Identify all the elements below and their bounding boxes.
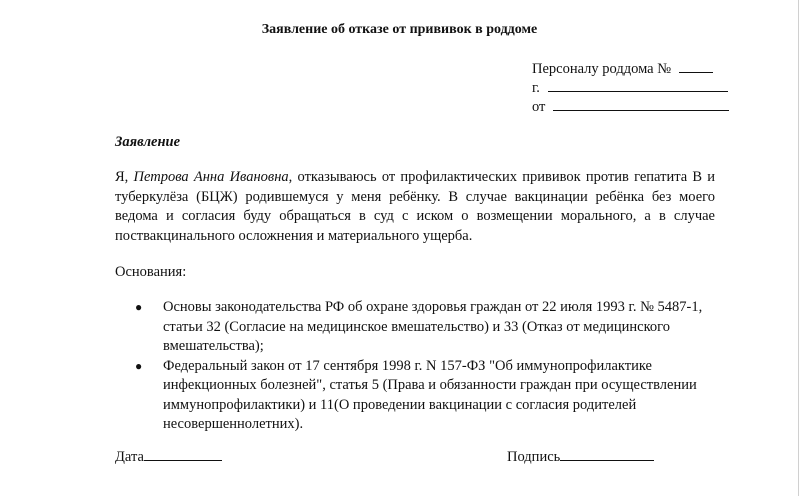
recipient-maternity-label: Персоналу роддома № (532, 61, 672, 77)
recipient-city-label: г. (532, 80, 540, 96)
basis-item-text: Федеральный закон от 17 сентября 1998 г. N 157-ФЗ "Об иммунопрофилактике инфекционных болезней", статья 5 (Права и обязанности граждан при осуществлении иммунопрофилактики) и 11(О проведении вакцинации с согласия родителей несовершеннолетних). (163, 357, 697, 432)
date-label: Дата (115, 449, 144, 465)
basis-list (135, 298, 725, 435)
maternity-number-blank (679, 60, 713, 73)
signature-blank (560, 448, 654, 461)
basis-label: Основания: (115, 264, 187, 280)
from-blank (553, 98, 729, 111)
recipient-block (532, 60, 772, 117)
recipient-maternity-line (532, 60, 772, 79)
body-prefix: Я, (115, 169, 134, 185)
document-title: Заявление об отказе от прививок в роддоме (261, 22, 538, 37)
bullet-dot-icon: ● (135, 358, 143, 373)
date-field (115, 448, 222, 466)
date-blank (144, 448, 222, 461)
bullet-dot-icon: ● (135, 300, 143, 314)
statement-heading: Заявление (115, 134, 181, 150)
signature-field (507, 448, 654, 466)
list-item (135, 298, 725, 357)
body-text: , отказываюсь от профилактических прививок против гепатита В и туберкулёза (БЦЖ) родившемуся у меня ребёнку. В случае вакцинации ребёнка без моего ведома и согласия буду обращаться в суд с иском о возмещении морального, а в случае поствакцинального осложнения и материального ущерба. (115, 169, 716, 244)
list-item (135, 357, 725, 435)
applicant-name: Петрова Анна Ивановна (133, 169, 289, 185)
signature-row (115, 448, 675, 468)
city-blank (548, 79, 728, 92)
recipient-from-label: от (532, 99, 546, 115)
basis-item-text: Основы законодательства РФ об охране здоровья граждан от 22 июля 1993 г. № 5487-1, статьи 32 (Согласие на медицинское вмешательство) и 33 (Отказ от медицинского вмешательства); (163, 299, 703, 354)
recipient-from-line (532, 98, 772, 117)
recipient-city-line (532, 79, 772, 98)
statement-body (115, 168, 715, 246)
signature-label: Подпись (507, 449, 561, 465)
